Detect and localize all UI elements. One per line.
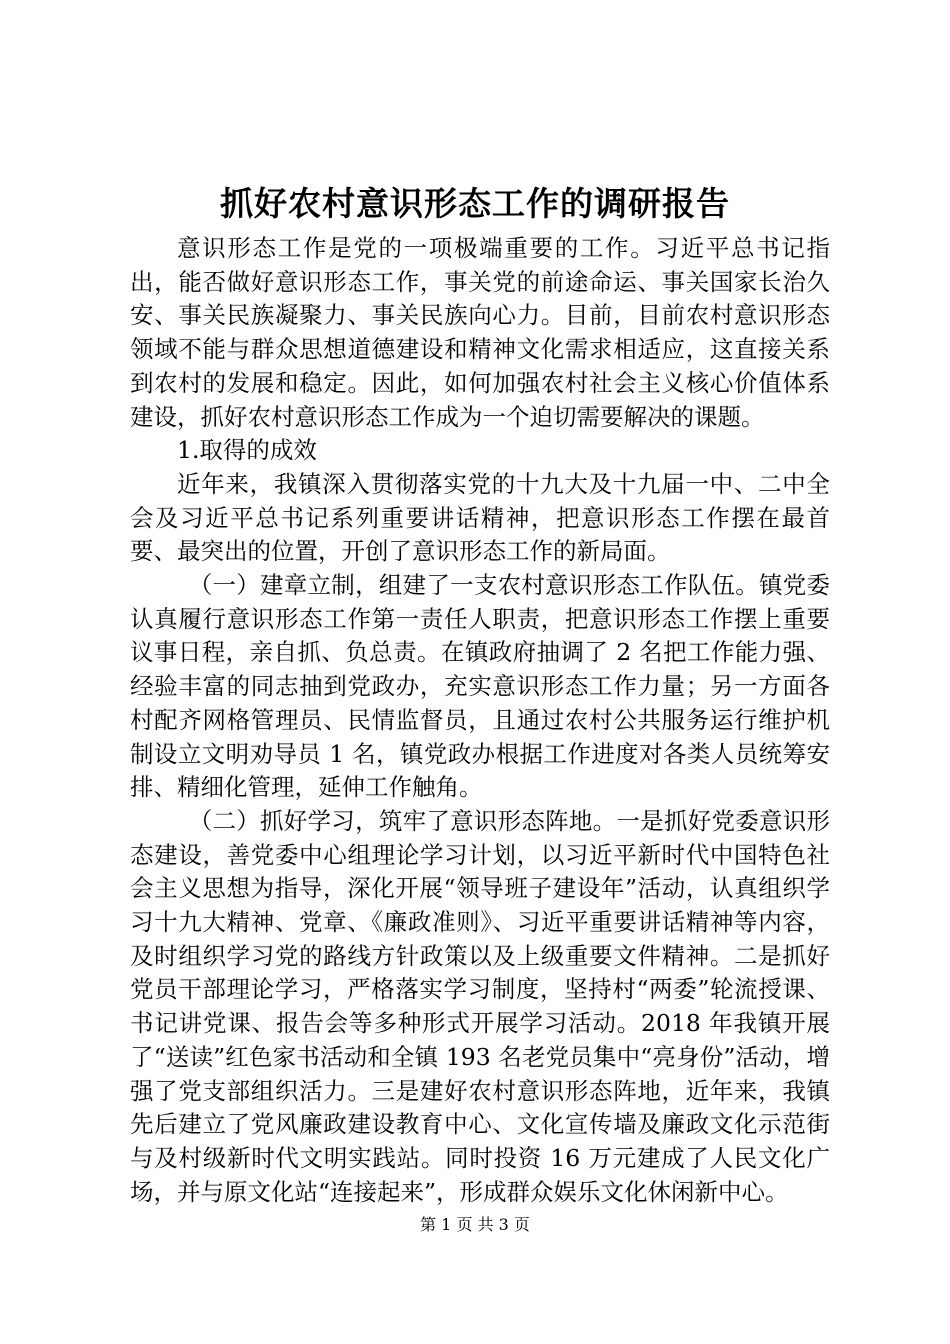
paragraph-item-two: （二）抓好学习，筑牢了意识形态阵地。一是抓好党委意识形态建设，善党委中心组理论学习计划，以习近平新时代中国特色社会主义思想为指导，深化开展“领导班子建设年”活动，认真组织学习十九大精神、党章、《廉政准则》、习近平重要讲话精神等内容，及时组织学习党的路线方针政策以及上级重要文件精神。二是抓好党员干部理论学习，严格落实学习制度，坚持村“两委”轮流授课、书记讲党课、报告会等多种形式开展学习活动。2018 年我镇开展了“送读”红色家书活动和全镇 193 名老党员集中“亮身份”活动，增强了党支部组织活力。三是建好农村意识形态阵地，近年来，我镇先后建立了党风廉政建设教育中心、文化宣传墙及廉政文化示范街与及村级新时代文明实践站。同时投资 16 万元建成了人民文化广场，并与原文化站“连接起来”，形成群众娱乐文化休闲新中心。	[130, 806, 830, 1206]
paragraph-overview: 近年来，我镇深入贯彻落实党的十九大及十九届一中、二中全会及习近平总书记系列重要讲话精神，把意识形态工作摆在最首要、最突出的位置，开创了意识形态工作的新局面。	[130, 469, 830, 566]
section-heading-achievements: 1.取得的成效	[177, 436, 317, 465]
document-body	[130, 232, 830, 1209]
document-title: 抓好农村意识形态工作的调研报告	[220, 184, 730, 223]
paragraph-item-one: （一）建章立制，组建了一支农村意识形态工作队伍。镇党委认真履行意识形态工作第一责任人职责，把意识形态工作摆上重要议事日程，亲自抓、负总责。在镇政府抽调了 2 名把工作能力强、经验丰富的同志抽到党政办，充实意识形态工作力量；另一方面各村配齐网格管理员、民情监督员，且通过农村公共服务运行维护机制设立文明劝导员 1 名，镇党政办根据工作进度对各类人员统筹安排、精细化管理，延伸工作触角。	[130, 571, 830, 802]
paragraph-intro: 意识形态工作是党的一项极端重要的工作。习近平总书记指出，能否做好意识形态工作，事关党的前途命运、事关国家长治久安、事关民族凝聚力、事关民族向心力。目前，目前农村意识形态领域不能与群众思想道德建设和精神文化需求相适应，这直接关系到农村的发展和稳定。因此，如何加强农村社会主义核心价值体系建设，抓好农村意识形态工作成为一个迫切需要解决的课题。	[130, 234, 830, 431]
page-number-footer: 第 1 页 共 3 页	[420, 1215, 530, 1234]
